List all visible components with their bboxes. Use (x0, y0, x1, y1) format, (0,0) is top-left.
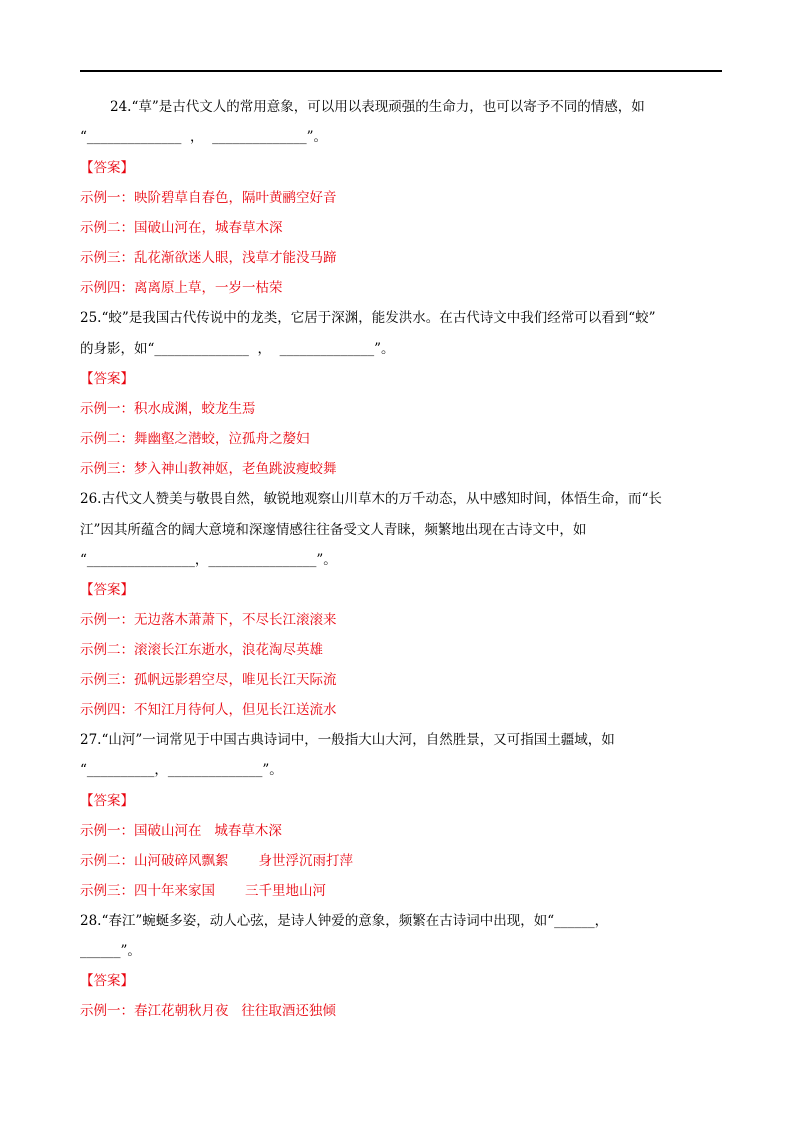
header-rule (80, 70, 722, 72)
question-25-text: 25.“蛟”是我国古代传说中的龙类，它居于深渊，能发洪水。在古代诗文中我们经常可以看到“蛟” (80, 310, 656, 326)
question-24-answer-label: 【答案】 (80, 160, 134, 176)
question-27-answer-label: 【答案】 (80, 793, 134, 809)
question-24-answer-2: 示例二：国破山河在，城春草木深 (80, 220, 283, 236)
question-27-answer-2: 示例二：山河破碎风飘絮 身世浮沉雨打萍 (80, 853, 354, 869)
question-25-answer-1: 示例一：积水成渊，蛟龙生焉 (80, 401, 256, 417)
question-25-blanks: 的身影，如“______________ ， ______________”。 (80, 341, 395, 357)
question-27-answer-1: 示例一：国破山河在 城春草木深 (80, 823, 282, 839)
question-27-blanks: “__________，______________”。 (80, 762, 283, 778)
question-25-answer-3: 示例三：梦入神山教神妪，老鱼跳波瘦蛟舞 (80, 461, 337, 477)
question-26-text-1: 26.古代文人赞美与敬畏自然，敏锐地观察山川草木的万千动态，从中感知时间，体悟生命，而“长 (80, 491, 662, 507)
question-25-answer-2: 示例二：舞幽壑之潜蛟，泣孤舟之嫠妇 (80, 431, 310, 447)
question-28-answer-1: 示例一：春江花朝秋月夜 往往取酒还独倾 (80, 1003, 336, 1019)
question-26-answer-3: 示例三：孤帆远影碧空尽，唯见长江天际流 (80, 672, 337, 688)
question-26-blanks: “________________，________________”。 (80, 552, 337, 568)
question-24-text: 24.“草”是古代文人的常用意象，可以用以表现顽强的生命力，也可以寄予不同的情感，如 (110, 99, 645, 115)
question-26-answer-4: 示例四：不知江月待何人，但见长江送流水 (80, 702, 337, 718)
question-24-answer-3: 示例三：乱花渐欲迷人眼，浅草才能没马蹄 (80, 250, 337, 266)
question-24-blanks: “______________ ， ______________”。 (80, 129, 327, 145)
question-27-answer-3: 示例三：四十年来家国 三千里地山河 (80, 883, 327, 899)
question-25-answer-label: 【答案】 (80, 371, 134, 387)
question-26-text-2: 江”因其所蕴含的阔大意境和深邃情感往往备受文人青睐，频繁地出现在古诗文中，如 (80, 522, 587, 538)
question-27-text: 27.“山河”一词常见于中国古典诗词中，一般指大山大河，自然胜景，又可指国土疆域，如 (80, 732, 615, 748)
question-26-answer-2: 示例二：滚滚长江东逝水，浪花淘尽英雄 (80, 642, 323, 658)
question-24-answer-1: 示例一：映阶碧草自春色，隔叶黄鹂空好音 (80, 190, 337, 206)
question-28-text: 28.“春江”蜿蜒多姿，动人心弦，是诗人钟爱的意象，频繁在古诗词中出现，如“______， (80, 913, 609, 929)
question-28-blanks: ______”。 (80, 943, 141, 959)
question-26-answer-1: 示例一：无边落木萧萧下，不尽长江滚滚来 (80, 612, 337, 628)
question-26-answer-label: 【答案】 (80, 582, 134, 598)
question-24-answer-4: 示例四：离离原上草，一岁一枯荣 (80, 280, 283, 296)
question-28-answer-label: 【答案】 (80, 973, 134, 989)
